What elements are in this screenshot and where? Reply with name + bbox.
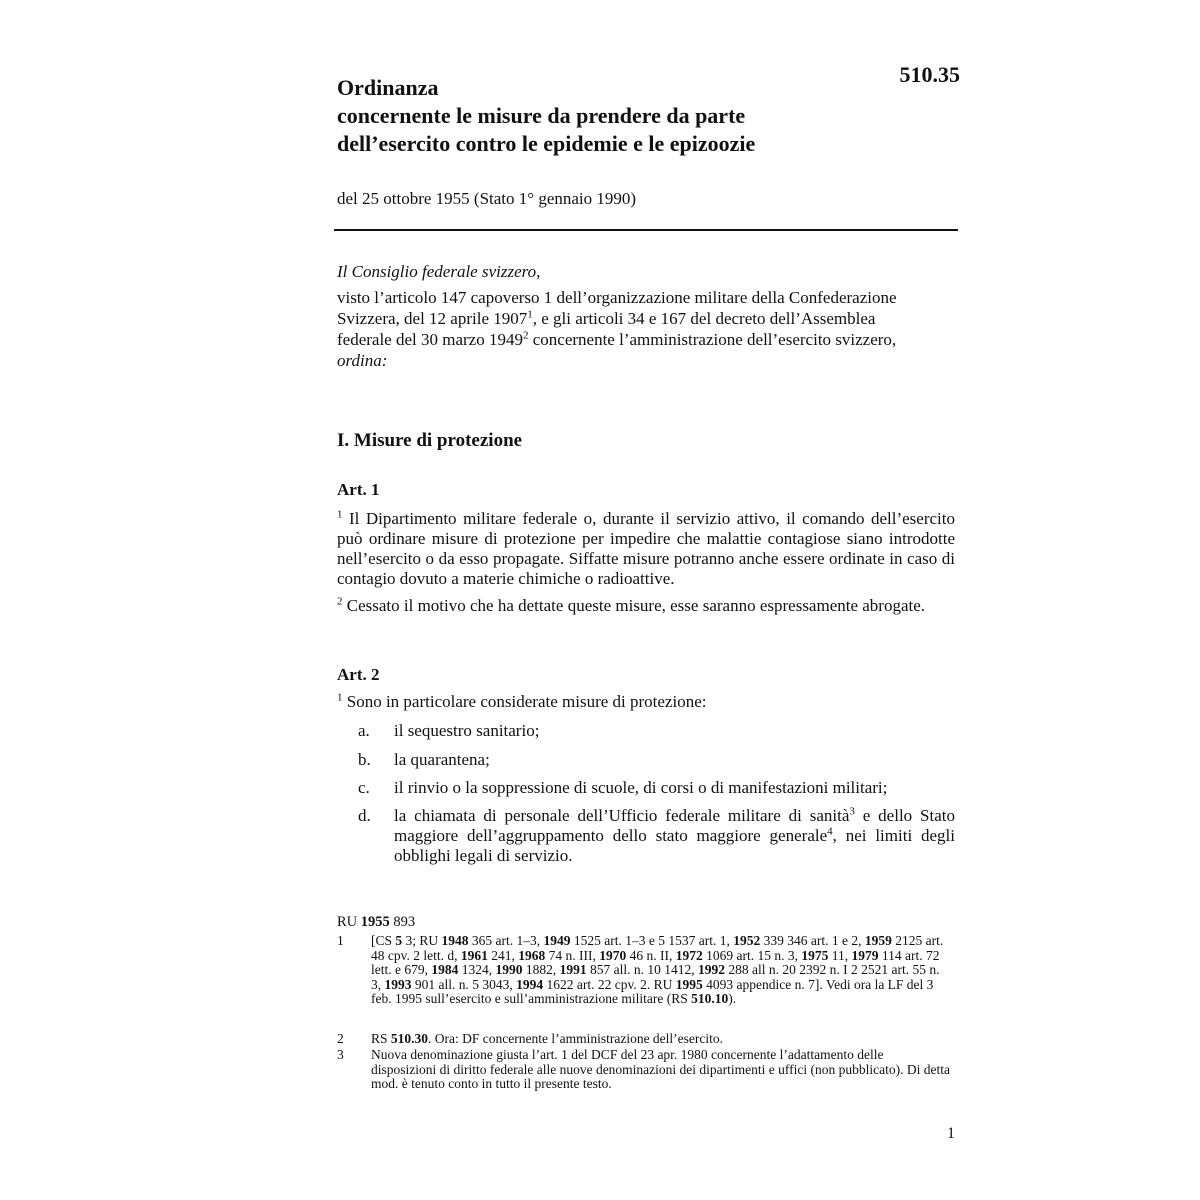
preamble-line: federale del 30 marzo 1949$^2$ concernente l’amministrazione dell’esercito svizzero, [337,329,897,349]
footnote-ref[interactable]: 2 [522,329,529,342]
ru-reference: RU 1955 893 [337,914,416,930]
preamble-line: Svizzera, del 12 aprile 1907$^1$, e gli articoli 34 e 167 del decreto dell’Assemblea [337,308,876,328]
article-2-title: Art. 2 [337,665,380,684]
footnote-ref[interactable]: 3 [849,805,855,818]
collection-number: 510.35 [899,62,960,87]
article-1-title: Art. 1 [337,480,380,499]
title-line: Ordinanza [337,75,439,100]
document-title [337,74,897,158]
footnote-1: 1 [CS 5 3; RU 1948 365 art. 1–3, 1949 1525 art. 1–3 e 5 1537 art. 1, 1952 339 346 art. 1 e 2, 1959 2125 art. 48 cpv. 2 lett. d, 1961 241, 1968 74 n. III, 1970 46 n. II, 1972 1069 art. 15 n. 3, 1975 11, 1979 114 art. 72 lett. e 679, 1984 1324, 1990 1882, 1991 857 all. n. 10 1412, 1992 288 all n. 20 2392 n. I 2 2521 art. 55 n. 3, 1993 901 all. n. 5 3043, 1994 1622 art. 22 cpv. 2. RU 1995 4093 appendice n. 7]. Vedi ora la LF del 3 feb. 1995 sull’esercito e sull’amministrazione militare (RS 510.10). [337,933,944,1006]
title-line: dell’esercito contro le epidemie e le epizoozie [337,131,756,156]
article-1-paragraph-2: $^2$ Cessato il motivo che ha dettate queste misure, esse saranno espressamente abrogate. [337,595,926,615]
page-number: 1 [947,1125,955,1142]
date-line: del 25 ottobre 1955 (Stato 1° gennaio 1990) [337,189,637,208]
preamble-line: visto l’articolo 147 capoverso 1 dell’organizzazione militare della Confederazione [337,288,897,307]
ordina: ordina: [337,351,388,370]
title-line: concernente le misure da prendere da parte [337,103,746,128]
authority: Il Consiglio federale svizzero, [337,262,541,281]
footnote-3: 3 Nuova denominazione giusta l’art. 1 del DCF del 23 apr. 1980 concernente l’adattamento delle disposizioni di diritto federale alle nuove denominazioni dei dipartimenti e uffici (non pubblicato). Di detta mod. è tenuto conto in tutto il presente testo. [337,1047,950,1091]
footnote-ref[interactable]: 4 [827,825,833,838]
preamble [337,261,957,371]
header-divider [334,229,958,231]
section-title: I. Misure di protezione [337,430,523,451]
footnote-ref[interactable]: 1 [527,308,533,321]
article-1-paragraph-1: $^1$ Il Dipartimento militare federale o, durante il servizio attivo, il comando dell’esercito può ordinare misure di protezione per impedire che malattie contagiose siano introdotte nell’esercito o da esso propagate. Siffatte misure potranno anche essere ordinate in caso di contagio dovuto a materie chimiche o radioattive. [337,508,955,588]
article-2-paragraph-1: $^1$ Sono in particolare considerate misure di protezione: [337,691,707,711]
footnote-2: 2 RS 510.30. Ora: DF concernente l’amministrazione dell’esercito. [337,1031,724,1046]
